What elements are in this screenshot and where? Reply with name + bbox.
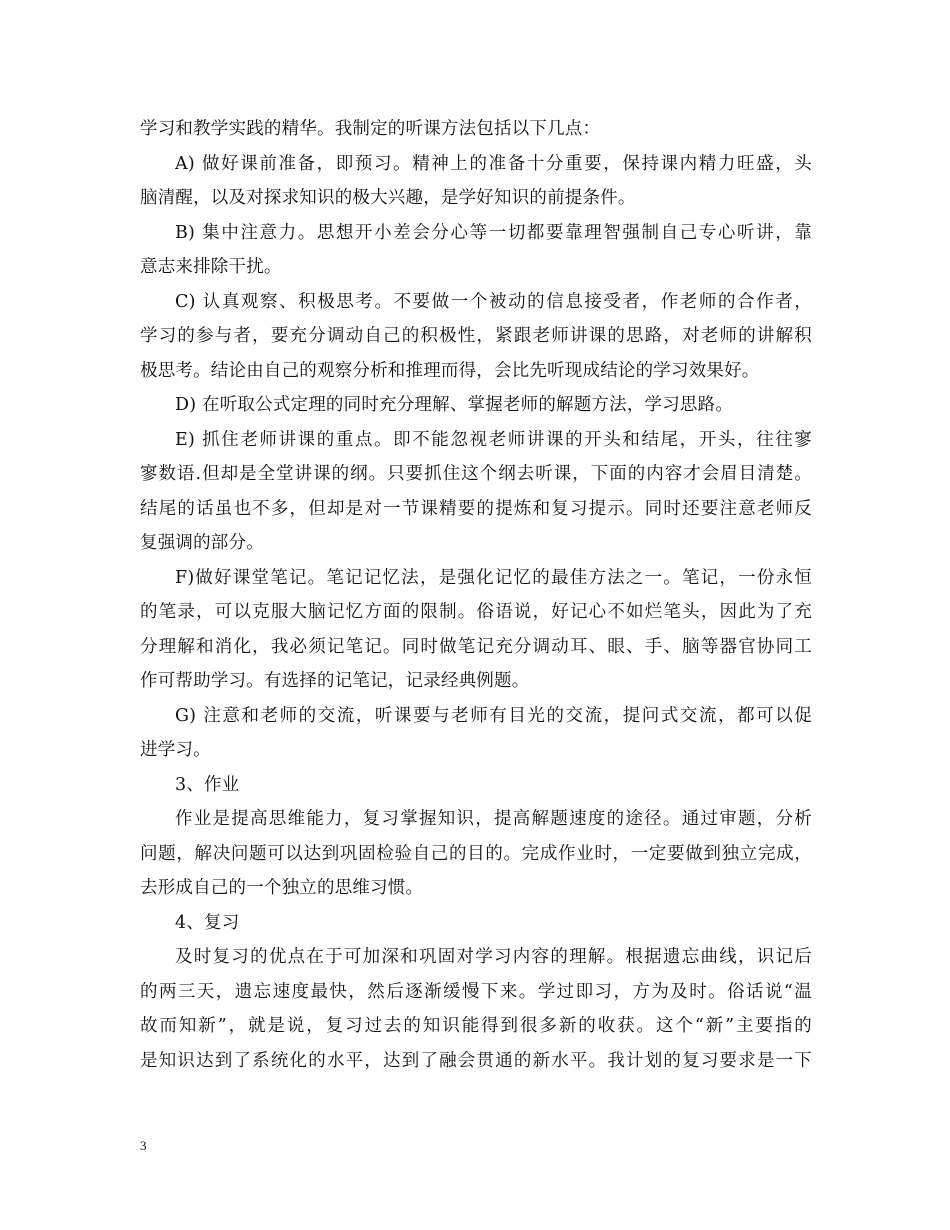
text-line: 意志来排除干扰。	[140, 257, 282, 277]
text-line: 故而知新”，就是说，复习过去的知识能得到很多新的收获。这个“新”主要指的	[140, 1016, 812, 1036]
text-line: 学习和教学实践的精华。我制定的听课方法包括以下几点：	[140, 119, 601, 139]
text-line: 的两三天，遗忘速度最快，然后逐渐缓慢下来。学过即习，方为及时。俗话说“温	[140, 981, 812, 1002]
section-heading: 3、作业	[175, 774, 240, 795]
text-line: 结尾的话虽也不多，但却是对一节课精要的提炼和复习提示。同时还要注意老师反	[140, 498, 812, 519]
text-line: 去形成自己的一个独立的思维习惯。	[140, 878, 424, 898]
text-line: F)做好课堂笔记。笔记记忆法，是强化记忆的最佳方法之一。笔记，一份永恒	[175, 567, 812, 588]
text-line: 脑清醒，以及对探求知识的极大兴趣，是学好知识的前提条件。	[140, 188, 636, 208]
text-line: 是知识达到了系统化的水平，达到了融会贯通的新水平。我计划的复习要求是一下	[140, 1050, 812, 1071]
text-line: 问题，解决问题可以达到巩固检验自己的目的。完成作业时，一定要做到独立完成，	[140, 843, 812, 864]
text-line: 寥数语.但却是全堂讲课的纲。只要抓住这个纲去听课，下面的内容才会眉目清楚。	[140, 464, 812, 484]
text-line: 及时复习的优点在于可加深和巩固对学习内容的理解。根据遗忘曲线，识记后	[175, 947, 812, 967]
section-heading: 4、复习	[175, 912, 240, 933]
text-line: 极思考。结论由自己的观察分析和推理而得，会比先听现成结论的学习效果好。	[140, 360, 760, 381]
text-line: C) 认真观察、积极思考。不要做一个被动的信息接受者，作老师的合作者，	[175, 291, 812, 312]
text-line: 学习的参与者，要充分调动自己的积极性，紧跟老师讲课的思路，对老师的讲解积	[140, 326, 812, 346]
text-line: B) 集中注意力。思想开小差会分心等一切都要靠理智强制自己专心听讲，靠	[175, 222, 812, 243]
text-line: E) 抓住老师讲课的重点。即不能忽视老师讲课的开头和结尾，开头，往往寥	[175, 429, 812, 450]
text-line: 分理解和消化，我必须记笔记。同时做笔记充分调动耳、眼、手、脑等器官协同工	[140, 636, 812, 657]
text-line: G) 注意和老师的交流，听课要与老师有目光的交流，提问式交流，都可以促	[175, 705, 812, 726]
text-line: 作业是提高思维能力，复习掌握知识，提高解题速度的途径。通过审题，分析	[175, 809, 812, 829]
document-body	[140, 112, 812, 1078]
text-line: 的笔录，可以克服大脑记忆方面的限制。俗语说，好记心不如烂笔头，因此为了充	[140, 602, 812, 622]
text-line: D) 在听取公式定理的同时充分理解、掌握老师的解题方法，学习思路。	[175, 395, 734, 415]
text-line: A) 做好课前准备，即预习。精神上的准备十分重要，保持课内精力旺盛，头	[175, 153, 812, 174]
page-number: 3	[140, 1138, 147, 1153]
text-line: 作可帮助学习。有选择的记笔记，记录经典例题。	[140, 671, 530, 691]
text-line: 复强调的部分。	[140, 533, 264, 553]
text-line: 进学习。	[140, 740, 211, 760]
